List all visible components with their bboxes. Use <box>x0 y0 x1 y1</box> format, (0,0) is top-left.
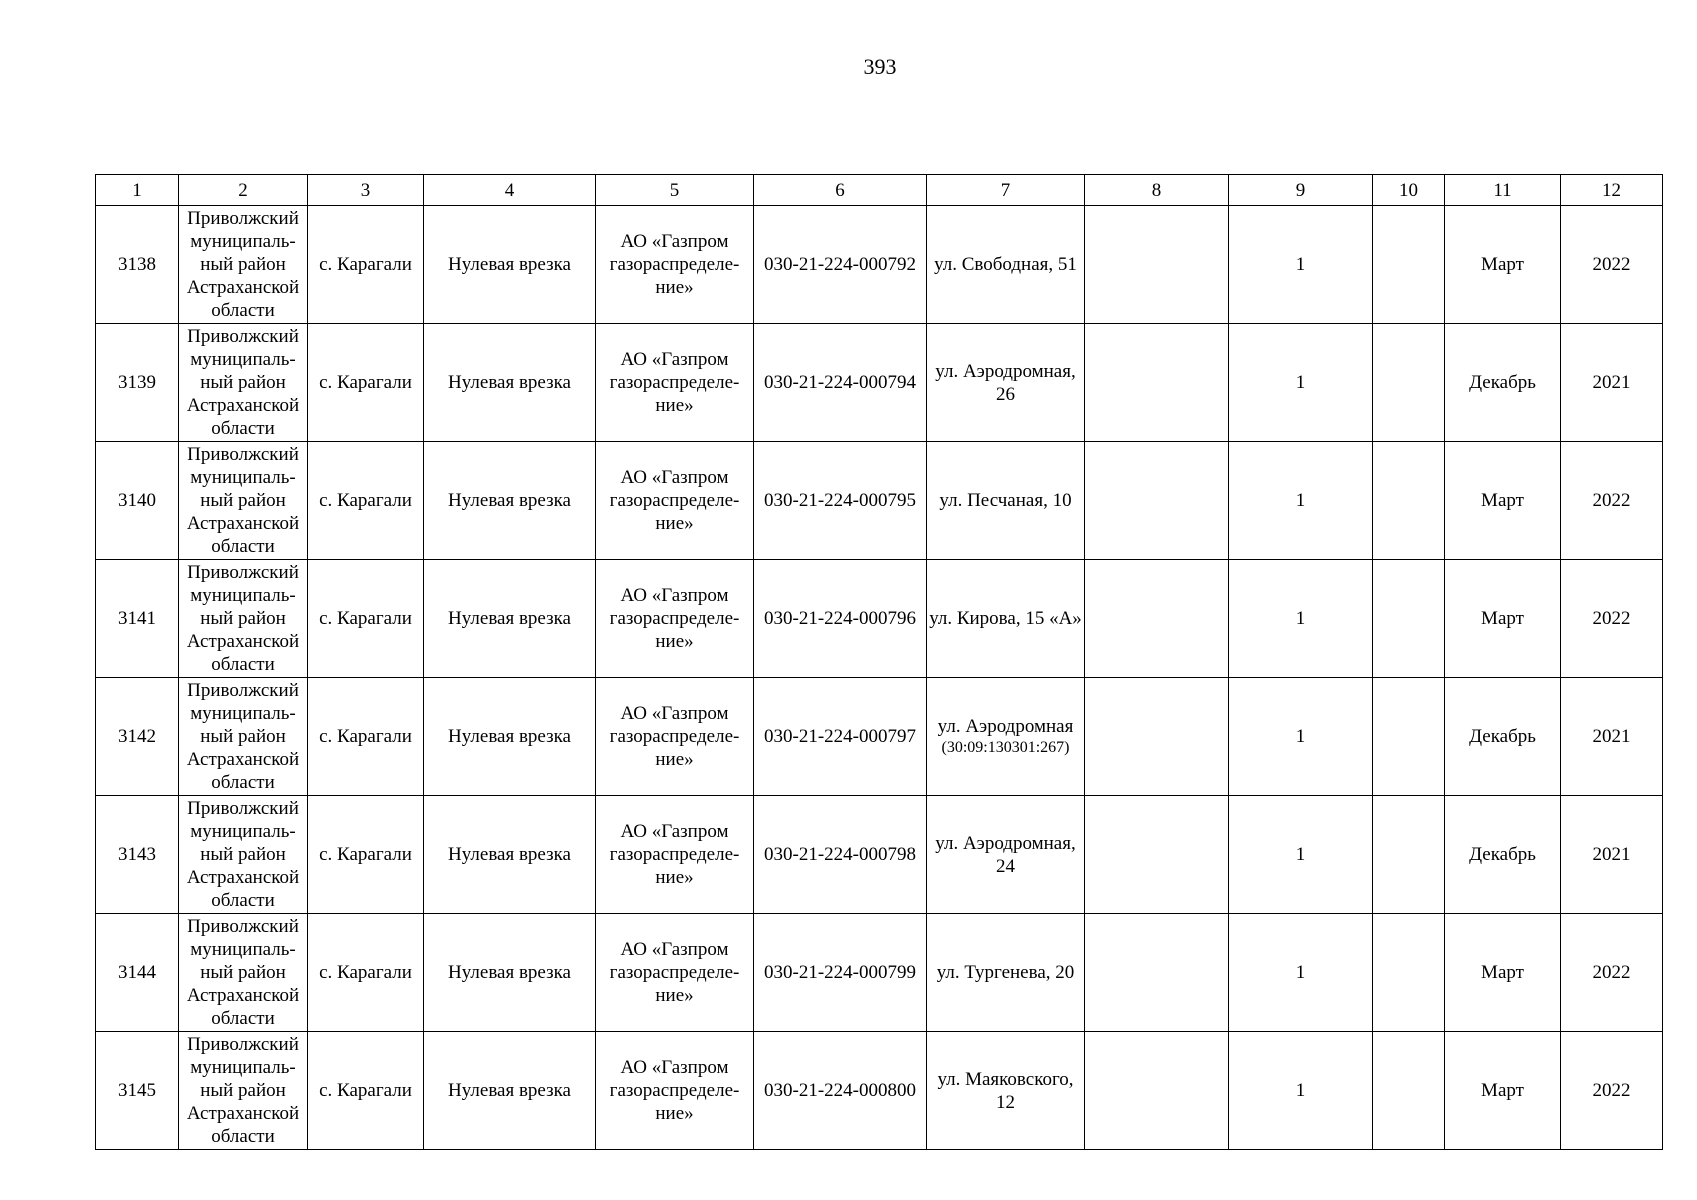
column-header: 3 <box>308 175 424 206</box>
column-10-cell <box>1373 678 1445 796</box>
object-code-cell: 030-21-224-000797 <box>754 678 927 796</box>
month-cell: Март <box>1445 914 1561 1032</box>
company-cell: АО «Газпром газораспределе-ние» <box>596 914 754 1032</box>
table-row <box>96 324 1663 442</box>
column-header: 6 <box>754 175 927 206</box>
address-cell: ул. Кирова, 15 «А» <box>927 560 1085 678</box>
count-cell: 1 <box>1229 206 1373 324</box>
column-header: 2 <box>179 175 308 206</box>
district-cell: Приволжский муниципаль-ный район Астраханской области <box>179 442 308 560</box>
settlement-cell: с. Карагали <box>308 206 424 324</box>
count-cell: 1 <box>1229 678 1373 796</box>
column-10-cell <box>1373 1032 1445 1150</box>
column-8-cell <box>1085 560 1229 678</box>
month-cell: Декабрь <box>1445 324 1561 442</box>
month-cell: Март <box>1445 442 1561 560</box>
district-cell: Приволжский муниципаль-ный район Астраханской области <box>179 678 308 796</box>
settlement-cell: с. Карагали <box>308 560 424 678</box>
company-cell: АО «Газпром газораспределе-ние» <box>596 442 754 560</box>
cadastral-number: (30:09:130301:267) <box>941 739 1070 756</box>
year-cell: 2022 <box>1561 206 1663 324</box>
year-cell: 2022 <box>1561 1032 1663 1150</box>
object-code-cell: 030-21-224-000796 <box>754 560 927 678</box>
district-cell: Приволжский муниципаль-ный район Астраханской области <box>179 324 308 442</box>
column-8-cell <box>1085 796 1229 914</box>
year-cell: 2022 <box>1561 560 1663 678</box>
company-cell: АО «Газпром газораспределе-ние» <box>596 206 754 324</box>
month-cell: Декабрь <box>1445 796 1561 914</box>
column-header: 12 <box>1561 175 1663 206</box>
table-row <box>96 914 1663 1032</box>
connection-type-cell: Нулевая врезка <box>424 442 596 560</box>
district-cell: Приволжский муниципаль-ный район Астраханской области <box>179 796 308 914</box>
count-cell: 1 <box>1229 560 1373 678</box>
address-text: ул. Аэродромная <box>937 716 1074 737</box>
count-cell: 1 <box>1229 442 1373 560</box>
month-cell: Декабрь <box>1445 678 1561 796</box>
connection-type-cell: Нулевая врезка <box>424 914 596 1032</box>
column-8-cell <box>1085 324 1229 442</box>
object-code-cell: 030-21-224-000800 <box>754 1032 927 1150</box>
column-header: 1 <box>96 175 179 206</box>
column-8-cell <box>1085 1032 1229 1150</box>
address-cell: ул. Маяковского, 12 <box>927 1032 1085 1150</box>
column-10-cell <box>1373 442 1445 560</box>
count-cell: 1 <box>1229 796 1373 914</box>
year-cell: 2021 <box>1561 324 1663 442</box>
district-cell: Приволжский муниципаль-ный район Астраханской области <box>179 1032 308 1150</box>
column-10-cell <box>1373 206 1445 324</box>
connection-type-cell: Нулевая врезка <box>424 796 596 914</box>
row-number-cell: 3138 <box>96 206 179 324</box>
address-cell: ул. Песчаная, 10 <box>927 442 1085 560</box>
settlement-cell: с. Карагали <box>308 796 424 914</box>
year-cell: 2022 <box>1561 442 1663 560</box>
year-cell: 2022 <box>1561 914 1663 1032</box>
month-cell: Март <box>1445 560 1561 678</box>
row-number-cell: 3144 <box>96 914 179 1032</box>
row-number-cell: 3140 <box>96 442 179 560</box>
settlement-cell: с. Карагали <box>308 324 424 442</box>
district-cell: Приволжский муниципаль-ный район Астраханской области <box>179 914 308 1032</box>
connection-type-cell: Нулевая врезка <box>424 560 596 678</box>
table-row <box>96 1032 1663 1150</box>
header-row <box>96 175 1663 206</box>
column-8-cell <box>1085 206 1229 324</box>
table-row <box>96 796 1663 914</box>
table-row <box>96 560 1663 678</box>
column-header: 11 <box>1445 175 1561 206</box>
table-row <box>96 206 1663 324</box>
column-10-cell <box>1373 560 1445 678</box>
column-10-cell <box>1373 914 1445 1032</box>
object-code-cell: 030-21-224-000794 <box>754 324 927 442</box>
company-cell: АО «Газпром газораспределе-ние» <box>596 678 754 796</box>
count-cell: 1 <box>1229 324 1373 442</box>
object-code-cell: 030-21-224-000795 <box>754 442 927 560</box>
object-code-cell: 030-21-224-000799 <box>754 914 927 1032</box>
company-cell: АО «Газпром газораспределе-ние» <box>596 324 754 442</box>
row-number-cell: 3142 <box>96 678 179 796</box>
column-header: 7 <box>927 175 1085 206</box>
company-cell: АО «Газпром газораспределе-ние» <box>596 1032 754 1150</box>
object-code-cell: 030-21-224-000792 <box>754 206 927 324</box>
column-8-cell <box>1085 678 1229 796</box>
column-header: 9 <box>1229 175 1373 206</box>
registry-table <box>95 174 1663 1150</box>
count-cell: 1 <box>1229 914 1373 1032</box>
year-cell: 2021 <box>1561 678 1663 796</box>
year-cell: 2021 <box>1561 796 1663 914</box>
address-cell: ул. Аэродромная, 24 <box>927 796 1085 914</box>
row-number-cell: 3143 <box>96 796 179 914</box>
column-8-cell <box>1085 914 1229 1032</box>
address-cell <box>927 678 1085 796</box>
month-cell: Март <box>1445 206 1561 324</box>
connection-type-cell: Нулевая врезка <box>424 678 596 796</box>
connection-type-cell: Нулевая врезка <box>424 324 596 442</box>
settlement-cell: с. Карагали <box>308 914 424 1032</box>
table-row <box>96 442 1663 560</box>
settlement-cell: с. Карагали <box>308 678 424 796</box>
object-code-cell: 030-21-224-000798 <box>754 796 927 914</box>
district-cell: Приволжский муниципаль-ный район Астраханской области <box>179 206 308 324</box>
column-10-cell <box>1373 796 1445 914</box>
connection-type-cell: Нулевая врезка <box>424 206 596 324</box>
month-cell: Март <box>1445 1032 1561 1150</box>
column-10-cell <box>1373 324 1445 442</box>
address-cell: ул. Тургенева, 20 <box>927 914 1085 1032</box>
row-number-cell: 3141 <box>96 560 179 678</box>
column-header: 8 <box>1085 175 1229 206</box>
column-header: 4 <box>424 175 596 206</box>
column-8-cell <box>1085 442 1229 560</box>
table-body <box>96 175 1663 1150</box>
row-number-cell: 3145 <box>96 1032 179 1150</box>
district-cell: Приволжский муниципаль-ный район Астраханской области <box>179 560 308 678</box>
column-header: 5 <box>596 175 754 206</box>
company-cell: АО «Газпром газораспределе-ние» <box>596 796 754 914</box>
settlement-cell: с. Карагали <box>308 1032 424 1150</box>
connection-type-cell: Нулевая врезка <box>424 1032 596 1150</box>
page-number: 393 <box>863 54 897 79</box>
count-cell: 1 <box>1229 1032 1373 1150</box>
address-cell: ул. Аэродромная, 26 <box>927 324 1085 442</box>
table-row <box>96 678 1663 796</box>
settlement-cell: с. Карагали <box>308 442 424 560</box>
row-number-cell: 3139 <box>96 324 179 442</box>
address-cell: ул. Свободная, 51 <box>927 206 1085 324</box>
company-cell: АО «Газпром газораспределе-ние» <box>596 560 754 678</box>
column-header: 10 <box>1373 175 1445 206</box>
